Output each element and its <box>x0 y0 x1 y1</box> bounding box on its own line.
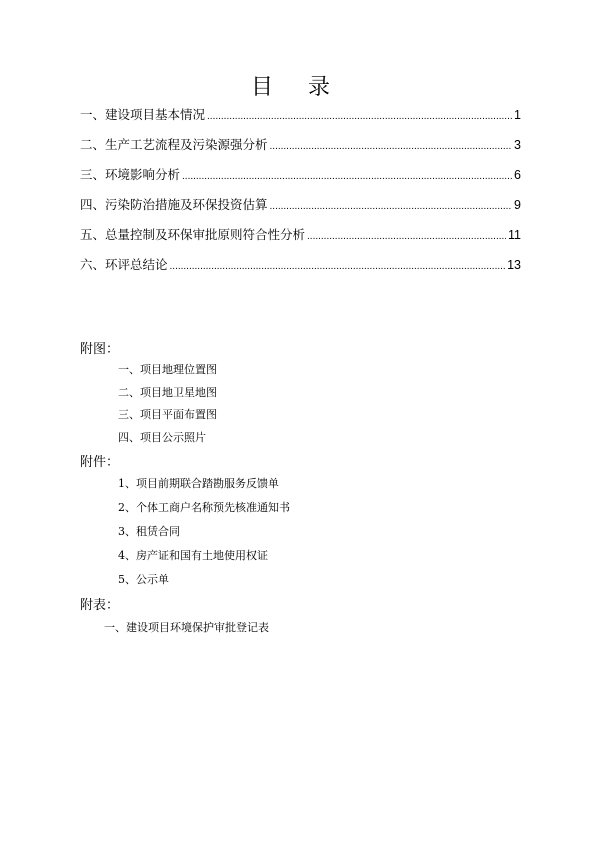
toc-entry-label: 三、环境影响分析 <box>80 167 181 182</box>
attachment-item: 3、租赁合同 <box>118 525 180 538</box>
toc-leader-dots <box>270 201 513 212</box>
toc-entry[interactable] <box>80 255 521 285</box>
attachments-heading: 附件： <box>80 455 120 470</box>
toc-entry-label: 六、环评总结论 <box>80 257 168 272</box>
attachment-item: 2、个体工商户名称预先核准通知书 <box>118 501 290 514</box>
toc-entry-label: 四、污染防治措施及环保投资估算 <box>80 197 268 212</box>
toc-entry[interactable] <box>80 165 521 195</box>
figure-item: 一、项目地理位置图 <box>118 363 217 376</box>
toc-entry-page: 9 <box>514 198 521 212</box>
figure-item: 三、项目平面布置图 <box>118 408 217 421</box>
toc-entry-page: 1 <box>514 108 521 122</box>
toc-leader-dots <box>270 141 513 152</box>
toc-leader-dots <box>307 231 506 242</box>
toc-entry[interactable] <box>80 195 521 225</box>
toc-entry-label: 一、建设项目基本情况 <box>80 107 206 122</box>
figure-item: 四、项目公示照片 <box>118 431 206 444</box>
attachment-item: 5、公示单 <box>118 573 169 586</box>
page-title: 目 录 <box>251 75 344 100</box>
table-item: 一、建设项目环境保护审批登记表 <box>104 621 269 634</box>
toc-entry[interactable] <box>80 105 521 135</box>
toc-entry-page: 13 <box>507 258 521 272</box>
toc-entry-page: 11 <box>508 228 521 242</box>
toc-entry-page: 6 <box>514 168 521 182</box>
toc-entry[interactable] <box>80 225 521 255</box>
attachment-item: 1、项目前期联合踏勘服务反馈单 <box>118 477 279 490</box>
attachment-item: 4、房产证和国有土地使用权证 <box>118 549 268 562</box>
toc-entry-label: 二、生产工艺流程及污染源强分析 <box>80 137 268 152</box>
figures-heading: 附图： <box>80 342 120 357</box>
tables-heading: 附表： <box>80 598 120 613</box>
toc-entry[interactable] <box>80 135 521 165</box>
toc-leader-dots <box>207 111 512 122</box>
toc-leader-dots <box>182 171 512 182</box>
table-of-contents <box>80 105 521 285</box>
toc-entry-label: 五、总量控制及环保审批原则符合性分析 <box>80 227 306 242</box>
toc-entry-page: 3 <box>514 138 521 152</box>
figure-item: 二、项目地卫星地图 <box>118 386 217 399</box>
toc-leader-dots <box>170 261 506 272</box>
